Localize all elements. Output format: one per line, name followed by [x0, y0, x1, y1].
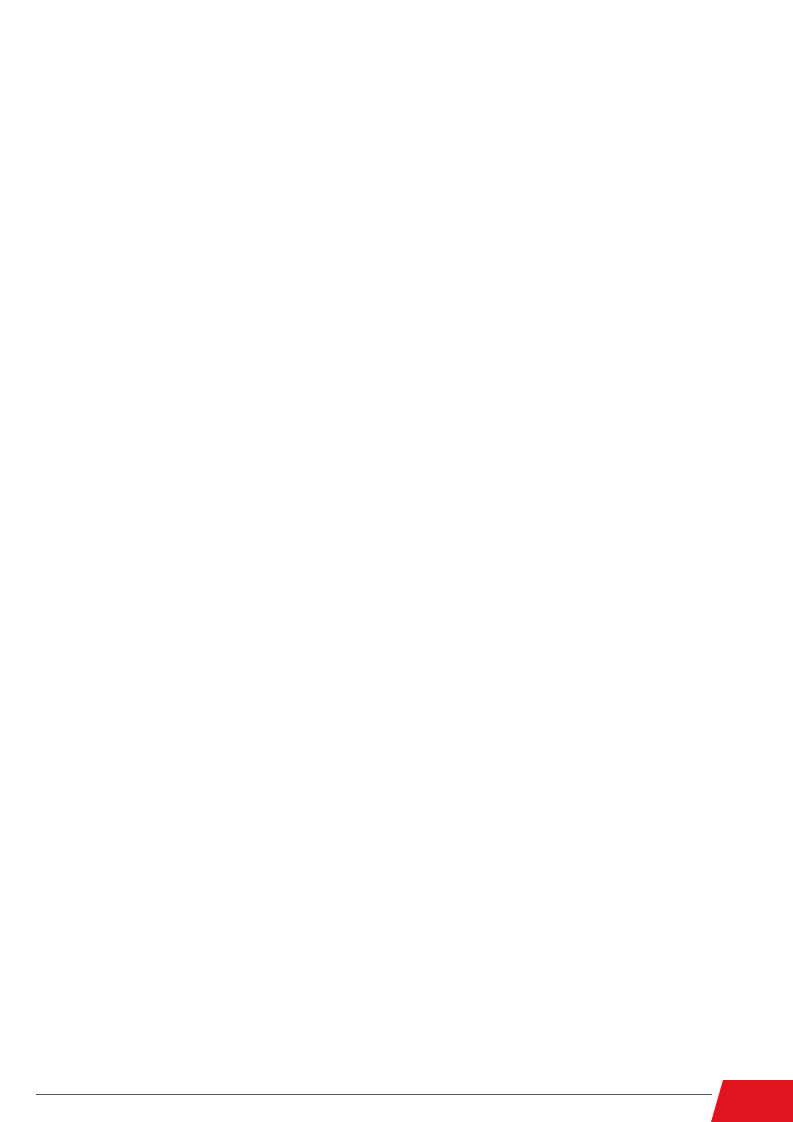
- footer-divider: [36, 1094, 712, 1095]
- page-number-badge: [711, 1080, 793, 1122]
